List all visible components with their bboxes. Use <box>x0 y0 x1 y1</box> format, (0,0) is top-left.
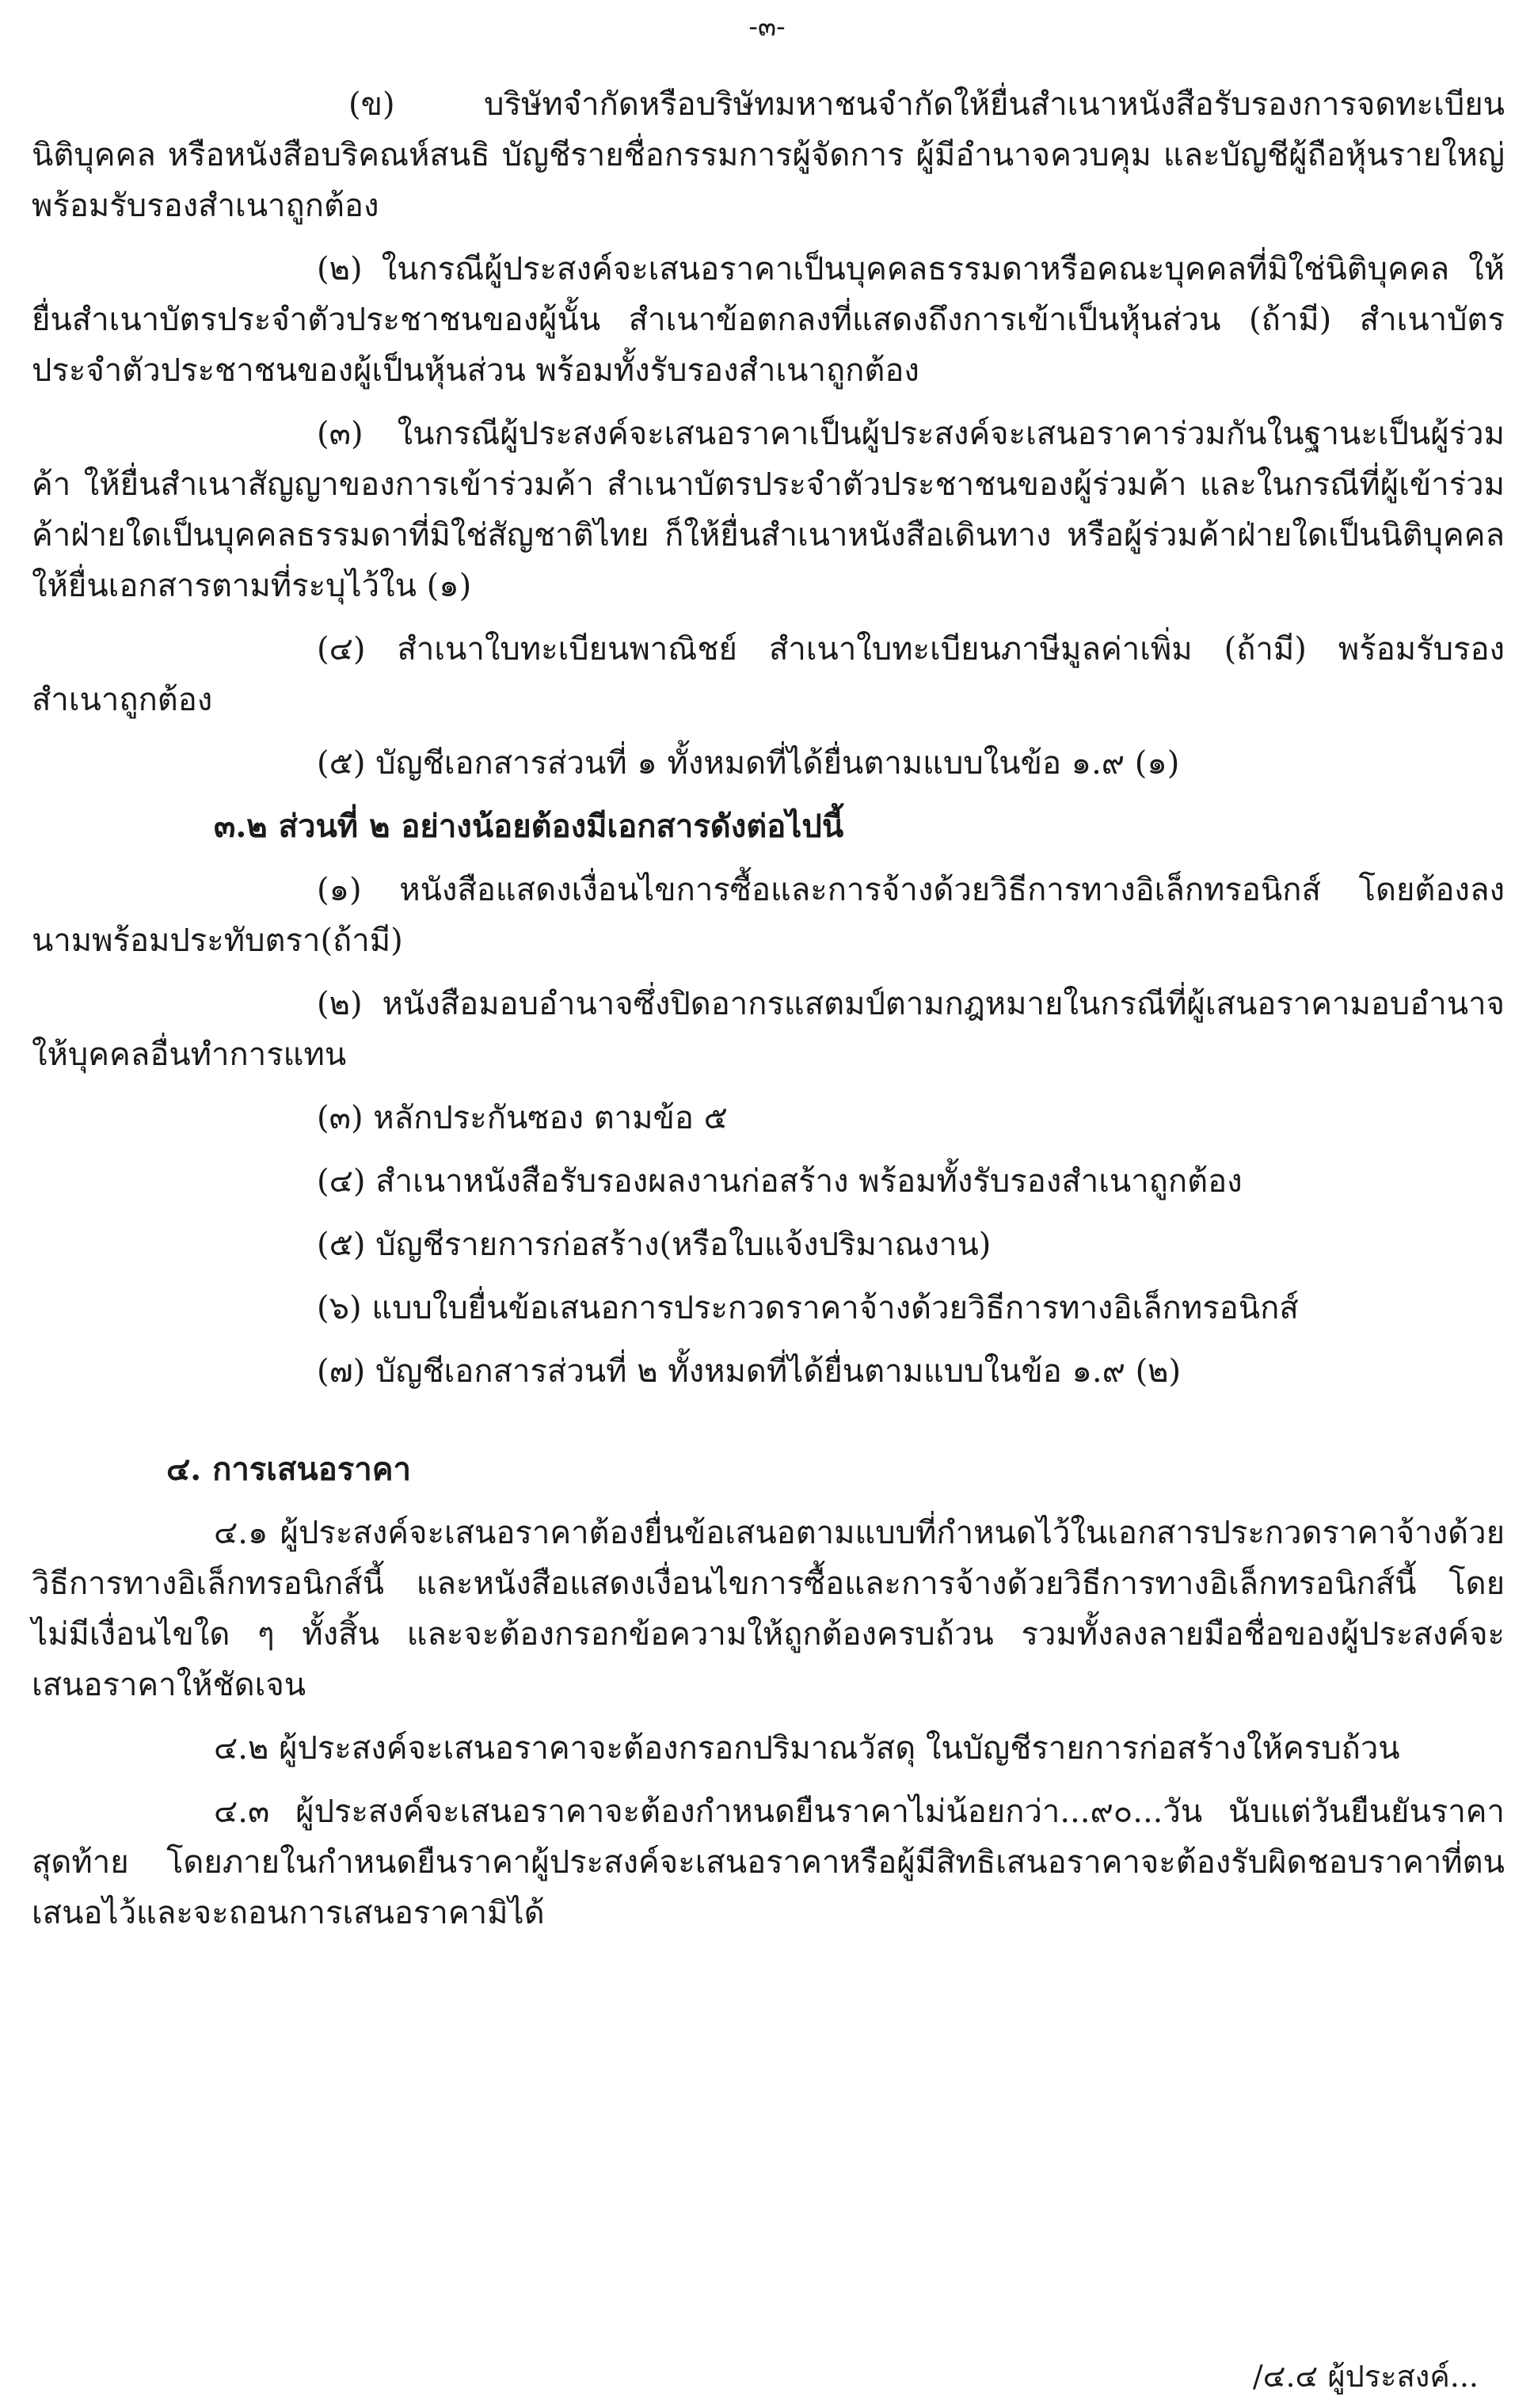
section-4-2: ๔.๒ ผู้ประสงค์จะเสนอราคาจะต้องกรอกปริมาณวัสดุ ในบัญชีรายการก่อสร้างให้ครบถ้วน <box>214 1730 1400 1767</box>
section-4-heading: ๔. การเสนอราคา <box>166 1451 411 1488</box>
section-3-2-item-5: (๕) บัญชีรายการก่อสร้าง(หรือใบแจ้งปริมาณงาน) <box>317 1227 992 1263</box>
section-3-2-item-4: (๔) สำเนาหนังสือรับรองผลงานก่อสร้าง พร้อมทั้งรับรองสำเนาถูกต้อง <box>317 1163 1243 1200</box>
section-3-2-item-1: (๑) หนังสือแสดงเงื่อนไขการซื้อและการจ้างด้วยวิธีการทางอิเล็กทรอนิกส์ โดยต้องลงนามพร้อมประทับตรา(ถ้ามี) <box>32 872 1505 959</box>
section-4-1: ๔.๑ ผู้ประสงค์จะเสนอราคาต้องยื่นข้อเสนอตามแบบที่กำหนดไว้ในเอกสารประกวดราคาจ้างด้วยวิธีการทางอิเล็กทรอนิกส์นี้ และหนังสือแสดงเงื่อนไขการซื้อและการจ้างด้วยวิธีการทางอิเล็กทรอนิกส์นี้ โดยไม่มีเงื่อนไขใด ๆ ทั้งสิ้น และจะต้องกรอกข้อความให้ถูกต้องครบถ้วน รวมทั้งลงลายมือชื่อของผู้ประสงค์จะเสนอราคาให้ชัดเจน <box>32 1515 1505 1703</box>
section-3-2-item-7: (๗) บัญชีเอกสารส่วนที่ ๒ ทั้งหมดที่ได้ยื่นตามแบบในข้อ ๑.๙ (๒) <box>317 1353 1182 1390</box>
continuation-footer: /๔.๔ ผู้ประสงค์... <box>1252 2359 1479 2394</box>
paragraph-5: (๕) บัญชีเอกสารส่วนที่ ๑ ทั้งหมดที่ได้ยื่นตามแบบในข้อ ๑.๙ (๑) <box>317 745 1180 782</box>
paragraph-2: (๒) ในกรณีผู้ประสงค์จะเสนอราคาเป็นบุคคลธรรมดาหรือคณะบุคคลที่มิใช่นิติบุคคล ให้ยื่นสำเนาบัตรประจำตัวประชาชนของผู้นั้น สำเนาข้อตกลงที่แสดงถึงการเข้าเป็นหุ้นส่วน (ถ้ามี) สำเนาบัตรประจำตัวประชาชนของผู้เป็นหุ้นส่วน พร้อมทั้งรับรองสำเนาถูกต้อง <box>32 251 1505 389</box>
document-body <box>32 79 1505 1951</box>
section-4-3: ๔.๓ ผู้ประสงค์จะเสนอราคาจะต้องกำหนดยืนราคาไม่น้อยกว่า...๙๐...วัน นับแต่วันยืนยันราคาสุดท้าย โดยภายในกำหนดยืนราคาผู้ประสงค์จะเสนอราคาหรือผู้มีสิทธิเสนอราคาจะต้องรับผิดชอบราคาที่ตนเสนอไว้และจะถอนการเสนอราคามิได้ <box>32 1794 1505 1931</box>
paragraph-3: (๓) ในกรณีผู้ประสงค์จะเสนอราคาเป็นผู้ประสงค์จะเสนอราคาร่วมกันในฐานะเป็นผู้ร่วมค้า ให้ยื่นสำเนาสัญญาของการเข้าร่วมค้า สำเนาบัตรประจำตัวประชาชนของผู้ร่วมค้า และในกรณีที่ผู้เข้าร่วมค้าฝ่ายใดเป็นบุคคลธรรมดาที่มิใช่สัญชาติไทย ก็ให้ยื่นสำเนาหนังสือเดินทาง หรือผู้ร่วมค้าฝ่ายใดเป็นนิติบุคคล ให้ยื่นเอกสารตามที่ระบุไว้ใน (๑) <box>32 416 1505 604</box>
page-number: -๓- <box>748 11 786 43</box>
section-3-2-heading: ๓.๒ ส่วนที่ ๒ อย่างน้อยต้องมีเอกสารดังต่อไปนี้ <box>214 808 844 845</box>
section-3-2-item-2: (๒) หนังสือมอบอำนาจซึ่งปิดอากรแสตมป์ตามกฎหมายในกรณีที่ผู้เสนอราคามอบอำนาจให้บุคคลอื่นทำการแทน <box>32 986 1505 1073</box>
section-3-2-item-6: (๖) แบบใบยื่นข้อเสนอการประกวดราคาจ้างด้วยวิธีการทางอิเล็กทรอนิกส์ <box>317 1290 1299 1326</box>
section-3-2-item-3: (๓) หลักประกันซอง ตามข้อ ๕ <box>317 1100 728 1136</box>
paragraph-4: (๔) สำเนาใบทะเบียนพาณิชย์ สำเนาใบทะเบียนภาษีมูลค่าเพิ่ม (ถ้ามี) พร้อมรับรองสำเนาถูกต้อง <box>32 631 1505 718</box>
paragraph-b: (ข) บริษัทจำกัดหรือบริษัทมหาชนจำกัดให้ยื่นสำเนาหนังสือรับรองการจดทะเบียนนิติบุคคล หรือหนังสือบริคณห์สนธิ บัญชีรายชื่อกรรมการผู้จัดการ ผู้มีอำนาจควบคุม และบัญชีผู้ถือหุ้นรายใหญ่ พร้อมรับรองสำเนาถูกต้อง <box>32 86 1505 224</box>
